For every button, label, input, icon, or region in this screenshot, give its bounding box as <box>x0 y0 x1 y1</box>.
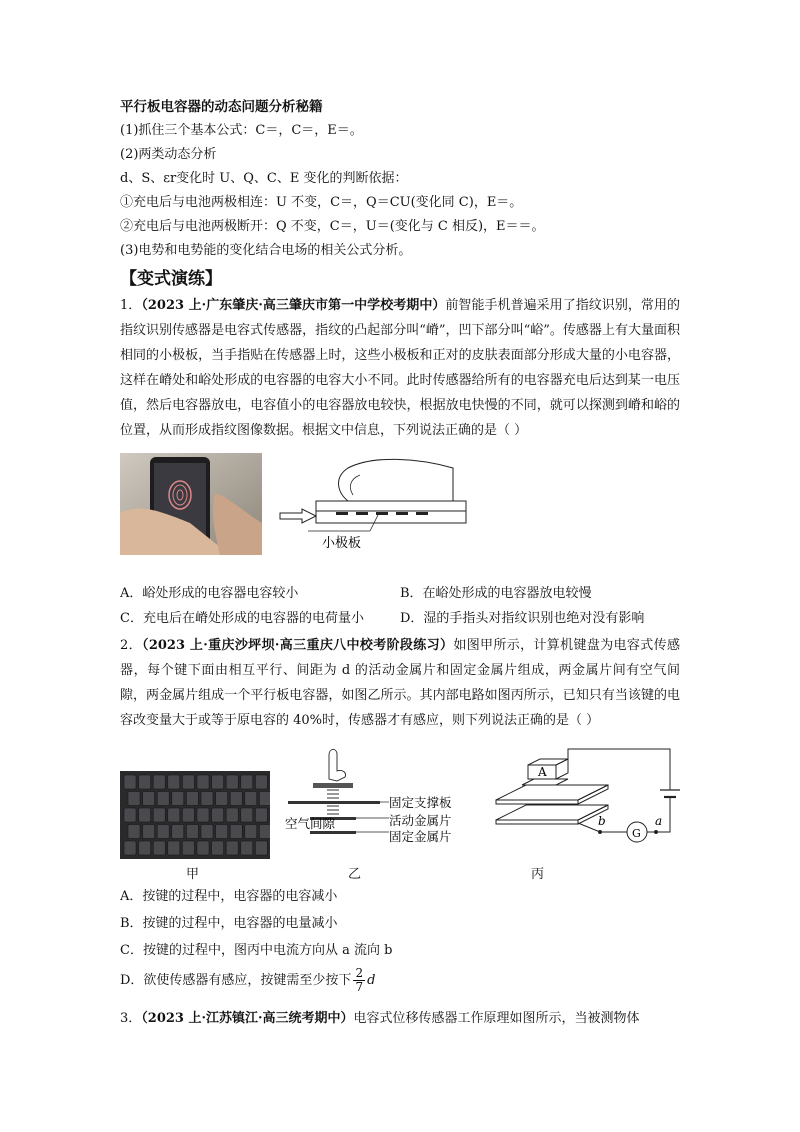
keyboard-photo <box>120 771 270 859</box>
keyboard-key <box>245 825 257 839</box>
keyboard-key <box>143 792 155 806</box>
keyboard-key <box>216 825 228 839</box>
q1-option-d[interactable]: D．湿的手指头对指纹识别也绝对没有影响 <box>400 611 645 626</box>
keyboard-key <box>201 792 213 806</box>
heading: 平行板电容器的动态问题分析秘籍 <box>120 99 323 115</box>
keyboard-key <box>197 775 209 789</box>
circuit-diagram <box>460 745 685 860</box>
galvanometer-icon: G <box>632 827 641 840</box>
keyboard-key <box>241 841 253 855</box>
keyboard-key <box>139 841 151 855</box>
keyboard-key <box>172 792 184 806</box>
q1-option-b[interactable]: B．在峪处形成的电容器放电较慢 <box>400 586 592 601</box>
q2-options <box>120 883 680 998</box>
q2-option-d-text: D．欲使传感器有感应，按键需至少按下 <box>120 973 352 988</box>
fraction-numerator: 2 <box>355 966 364 980</box>
question-1 <box>120 293 680 443</box>
key-label-a: A <box>538 765 547 779</box>
keyboard-key <box>259 792 270 806</box>
q3-number: 3． <box>120 1011 142 1026</box>
keyboard-key <box>157 825 169 839</box>
formula-line-1: (1)抓住三个基本公式：C＝，C＝，E＝。 <box>120 123 363 138</box>
keyboard-key <box>255 808 267 822</box>
fingerprint-sensor-diagram <box>278 453 478 571</box>
keyboard-key <box>259 825 270 839</box>
keyboard-key <box>157 792 169 806</box>
q2-text: 如图甲所示，计算机键盘为电容式传感器，每个键下面由相互平行、间距为 d 的活动金属片和固定金属片组成，两金属片间有空气间隙，两金属片组成一个平行板电容器，如图乙所示。其内部电路如图丙所示，已知只有当该键的电容改变量大于或等于原电容的 40%时，传感器才有感应，则下列说法正确的是（ ） <box>120 638 680 728</box>
keyboard-key <box>128 792 140 806</box>
formula-line-4: ①充电后与电池两极相连：U 不变，C＝，Q＝CU(变化同 C)，E＝。 <box>120 195 523 210</box>
fraction <box>353 967 365 994</box>
keyboard-key <box>255 775 267 789</box>
keyboard-key <box>212 841 224 855</box>
keyboard-key <box>255 841 267 855</box>
keyboard-key <box>201 825 213 839</box>
q2-option-d-tail: d <box>367 973 376 988</box>
keyboard-key <box>124 841 136 855</box>
q1-figures <box>120 453 680 581</box>
keyboard-key <box>186 792 198 806</box>
keyboard-key <box>226 775 238 789</box>
small-plate-label: 小极板 <box>322 536 362 551</box>
keyboard-key <box>230 825 242 839</box>
section-title: 【变式演练】 <box>120 269 222 289</box>
keyboard-key <box>124 808 136 822</box>
formula-line-2: (2)两类动态分析 <box>120 147 217 162</box>
keyboard-key <box>245 792 257 806</box>
q2-figures <box>120 745 680 882</box>
q2-option-c[interactable]: C．按键的过程中，图丙中电流方向从 a 流向 b <box>120 943 393 958</box>
keyboard-key <box>153 808 165 822</box>
keyboard-key <box>241 808 253 822</box>
keyboard-key <box>139 808 151 822</box>
document-page <box>120 95 680 1031</box>
q3-text: 电容式位移传感器工作原理如图所示，当被测物体 <box>353 1011 640 1026</box>
caption-bing: 丙 <box>531 867 545 882</box>
point-a-label: a <box>655 814 663 828</box>
keyboard-key <box>230 792 242 806</box>
keyboard-key <box>212 808 224 822</box>
label-air-gap: 空气间隙 <box>285 816 336 831</box>
keyboard-key <box>226 841 238 855</box>
keyboard-key <box>216 792 228 806</box>
formula-line-3: d、S、εr变化时 U、Q、C、E 变化的判断依据： <box>120 171 408 186</box>
label-moving-plate: 活动金属片 <box>389 813 452 828</box>
q1-text: 前智能手机普遍采用了指纹识别，常用的指纹识别传感器是电容式传感器，指纹的凸起部分叫“嵴”，凹下部分叫“峪”。传感器上有大量面积相同的小极板，当手指贴在传感器上时，这些小极板和正对的皮肤表面部分形成大量的小电容器，这样在嵴处和峪处形成的电容器的电容大小不同。此时传感器给所有的电容器充电后达到某一电压值，然后电容器放电，电容值小的电容器放电较快，根据放电快慢的不同，就可以探测到嵴和峪的位置，从而形成指纹图像数据。根据文中信息，下列说法正确的是（ ） <box>120 298 680 438</box>
label-support-plate: 固定支撑板 <box>389 795 452 810</box>
keyboard-key <box>168 808 180 822</box>
question-2 <box>120 633 680 733</box>
keyboard-key <box>182 775 194 789</box>
caption-yi: 乙 <box>348 867 362 882</box>
q1-option-a[interactable]: A．峪处形成的电容器电容较小 <box>120 586 299 601</box>
question-3 <box>120 1006 680 1031</box>
formula-line-5: ②充电后与电池两极断开：Q 不变，C＝，U＝(变化与 C 相反)，E＝＝。 <box>120 219 545 234</box>
keyboard-key <box>172 825 184 839</box>
q2-option-b[interactable]: B．按键的过程中，电容器的电量减小 <box>120 916 338 931</box>
keyboard-key <box>186 825 198 839</box>
keyboard-key <box>182 808 194 822</box>
keyboard-key <box>197 808 209 822</box>
q1-options <box>120 581 680 631</box>
keyboard-key <box>139 775 151 789</box>
q2-source: （2023 上·重庆沙坪坝·高三重庆八中校考阶段练习） <box>141 638 454 653</box>
q1-option-c[interactable]: C．充电后在嵴处形成的电容器的电荷量小 <box>120 611 364 626</box>
keyboard-key <box>182 841 194 855</box>
keyboard-key <box>168 841 180 855</box>
keyboard-key <box>168 775 180 789</box>
keyboard-key <box>197 841 209 855</box>
keyboard-key <box>143 825 155 839</box>
formula-line-6: (3)电势和电势能的变化结合电场的相关公式分析。 <box>120 243 412 258</box>
keyboard-key <box>153 841 165 855</box>
q1-number: 1． <box>120 298 142 313</box>
keyboard-key <box>241 775 253 789</box>
label-fixed-plate: 固定金属片 <box>389 829 452 844</box>
key-structure-diagram <box>285 745 465 855</box>
keyboard-key <box>124 775 136 789</box>
keyboard-key <box>128 825 140 839</box>
q2-option-d[interactable] <box>120 964 680 998</box>
keyboard-key <box>212 775 224 789</box>
fraction-denominator: 7 <box>355 980 364 994</box>
q1-source: （2023 上·广东肇庆·高三肇庆市第一中学校考期中） <box>141 298 446 313</box>
keyboard-key <box>153 775 165 789</box>
keyboard-key <box>226 808 238 822</box>
caption-jia: 甲 <box>186 867 200 882</box>
q2-option-a[interactable]: A．按键的过程中，电容器的电容减小 <box>120 889 338 904</box>
point-b-label: b <box>598 814 606 828</box>
q3-source: （2023 上·江苏镇江·高三统考期中） <box>141 1011 354 1026</box>
phone-fingerprint-photo <box>120 453 262 555</box>
q2-number: 2． <box>120 638 142 653</box>
